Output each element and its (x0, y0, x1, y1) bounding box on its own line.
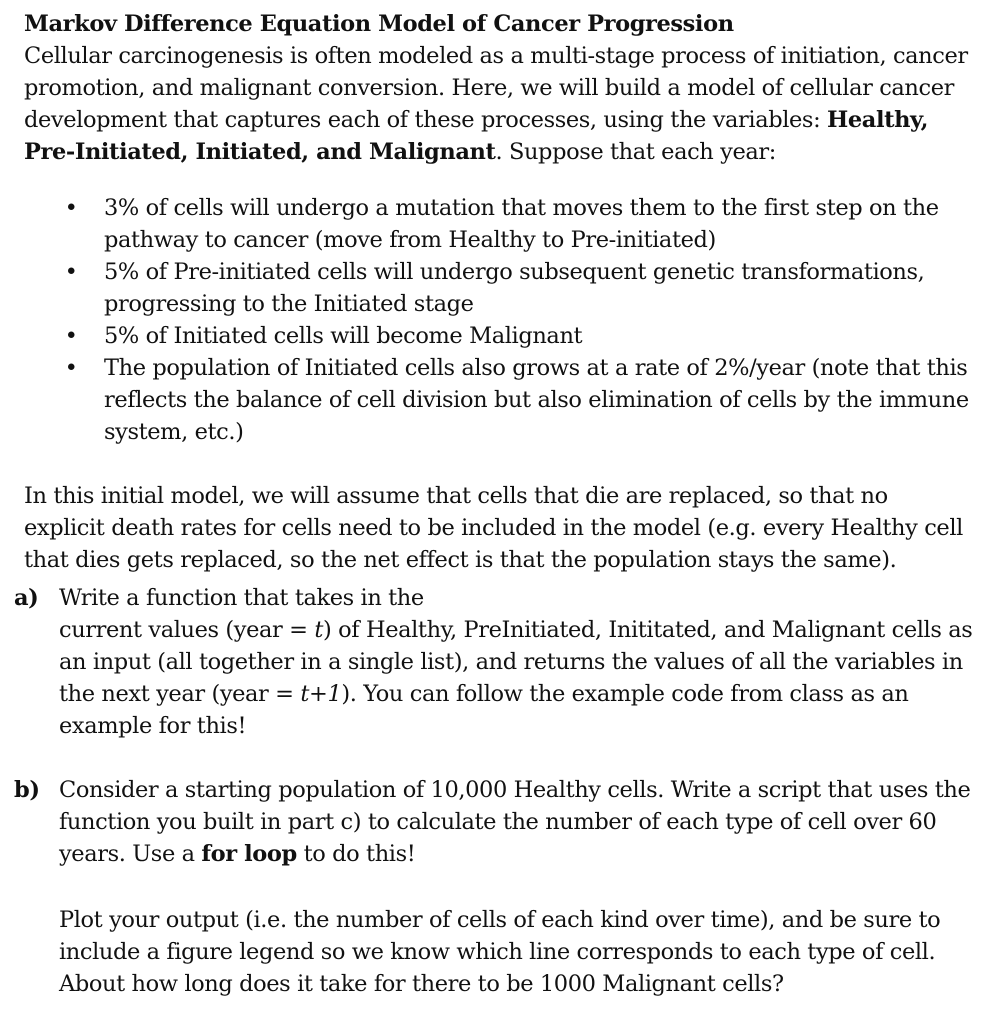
question-b-label: b) (14, 777, 40, 803)
list-item-text: 5% of Pre-initiated cells will undergo subsequent genetic transformations, progressing to the Initiated stage (104, 259, 925, 317)
rules-list (24, 192, 974, 448)
question-b-bold: for loop (201, 841, 297, 867)
list-item-text: 5% of Initiated cells will become Malignant (104, 323, 583, 349)
list-item-text: 3% of cells will undergo a mutation that moves them to the first step on the pathway to cancer (move from Healthy to Pre-initiated) (104, 195, 939, 253)
assumption-paragraph: In this initial model, we will assume that cells that die are replaced, so that no explicit death rates for cells need to be included in the model (e.g. every Healthy cell that dies gets replaced, so the net effect is that the population stays the same). (24, 483, 963, 573)
question-a-t1: t+1 (300, 681, 342, 707)
question-b-plot-paragraph: Plot your output (i.e. the number of cells of each kind over time), and be sure to include a figure legend so we know which line corresponds to each type of cell. About how long does it take for there to be 1000 Malignant cells? (59, 907, 941, 997)
document-page (14, 8, 974, 1000)
intro-paragraph (24, 40, 974, 168)
question-a-label: a) (14, 585, 39, 611)
question-a-line1: Write a function that takes in the (59, 585, 424, 611)
bullet-icon: • (64, 323, 78, 349)
list-item (24, 256, 974, 320)
list-item-text: The population of Initiated cells also grows at a rate of 2%/year (note that this reflects the balance of cell division but also elimination of cells by the immune system, etc.) (104, 355, 969, 445)
question-a (14, 582, 974, 742)
list-item (24, 192, 974, 256)
question-a-text1: current values (year = (59, 617, 315, 643)
list-item (24, 352, 974, 448)
list-item (24, 320, 974, 352)
bullet-icon: • (64, 355, 78, 381)
question-a-text (59, 582, 974, 742)
intro-text: Cellular carcinogenesis is often modeled as a multi-stage process of initiation, cancer promotion, and malignant conversion. Here, we will build a model of cellular cancer development that captures each of these processes, using the variables: (24, 43, 968, 133)
question-a-text3: ). You can follow the example code from class as an example for this! (59, 681, 909, 739)
intro-variables: Healthy, Pre-Initiated, Initiated, and Malignant (24, 107, 929, 165)
bullet-icon: • (64, 259, 78, 285)
question-b-text1: Consider a starting population of 10,000 Healthy cells. Write a script that uses the function you built in part c) to calculate the number of each type of cell over 60 years. Use a (59, 777, 971, 867)
document-title: Markov Difference Equation Model of Cancer Progression (24, 11, 734, 37)
bullet-icon: • (64, 195, 78, 221)
question-b (14, 774, 974, 870)
question-b-text (59, 774, 974, 870)
question-b-text2: to do this! (296, 841, 416, 867)
question-a-text2: ) of Healthy, PreInitiated, Inititated, and Malignant cells as an input (all together in a single list), and returns the values of all the variables in the next year (year = (59, 617, 973, 707)
question-a-t: t (314, 617, 324, 643)
intro-text-end: . Suppose that each year: (495, 139, 776, 165)
